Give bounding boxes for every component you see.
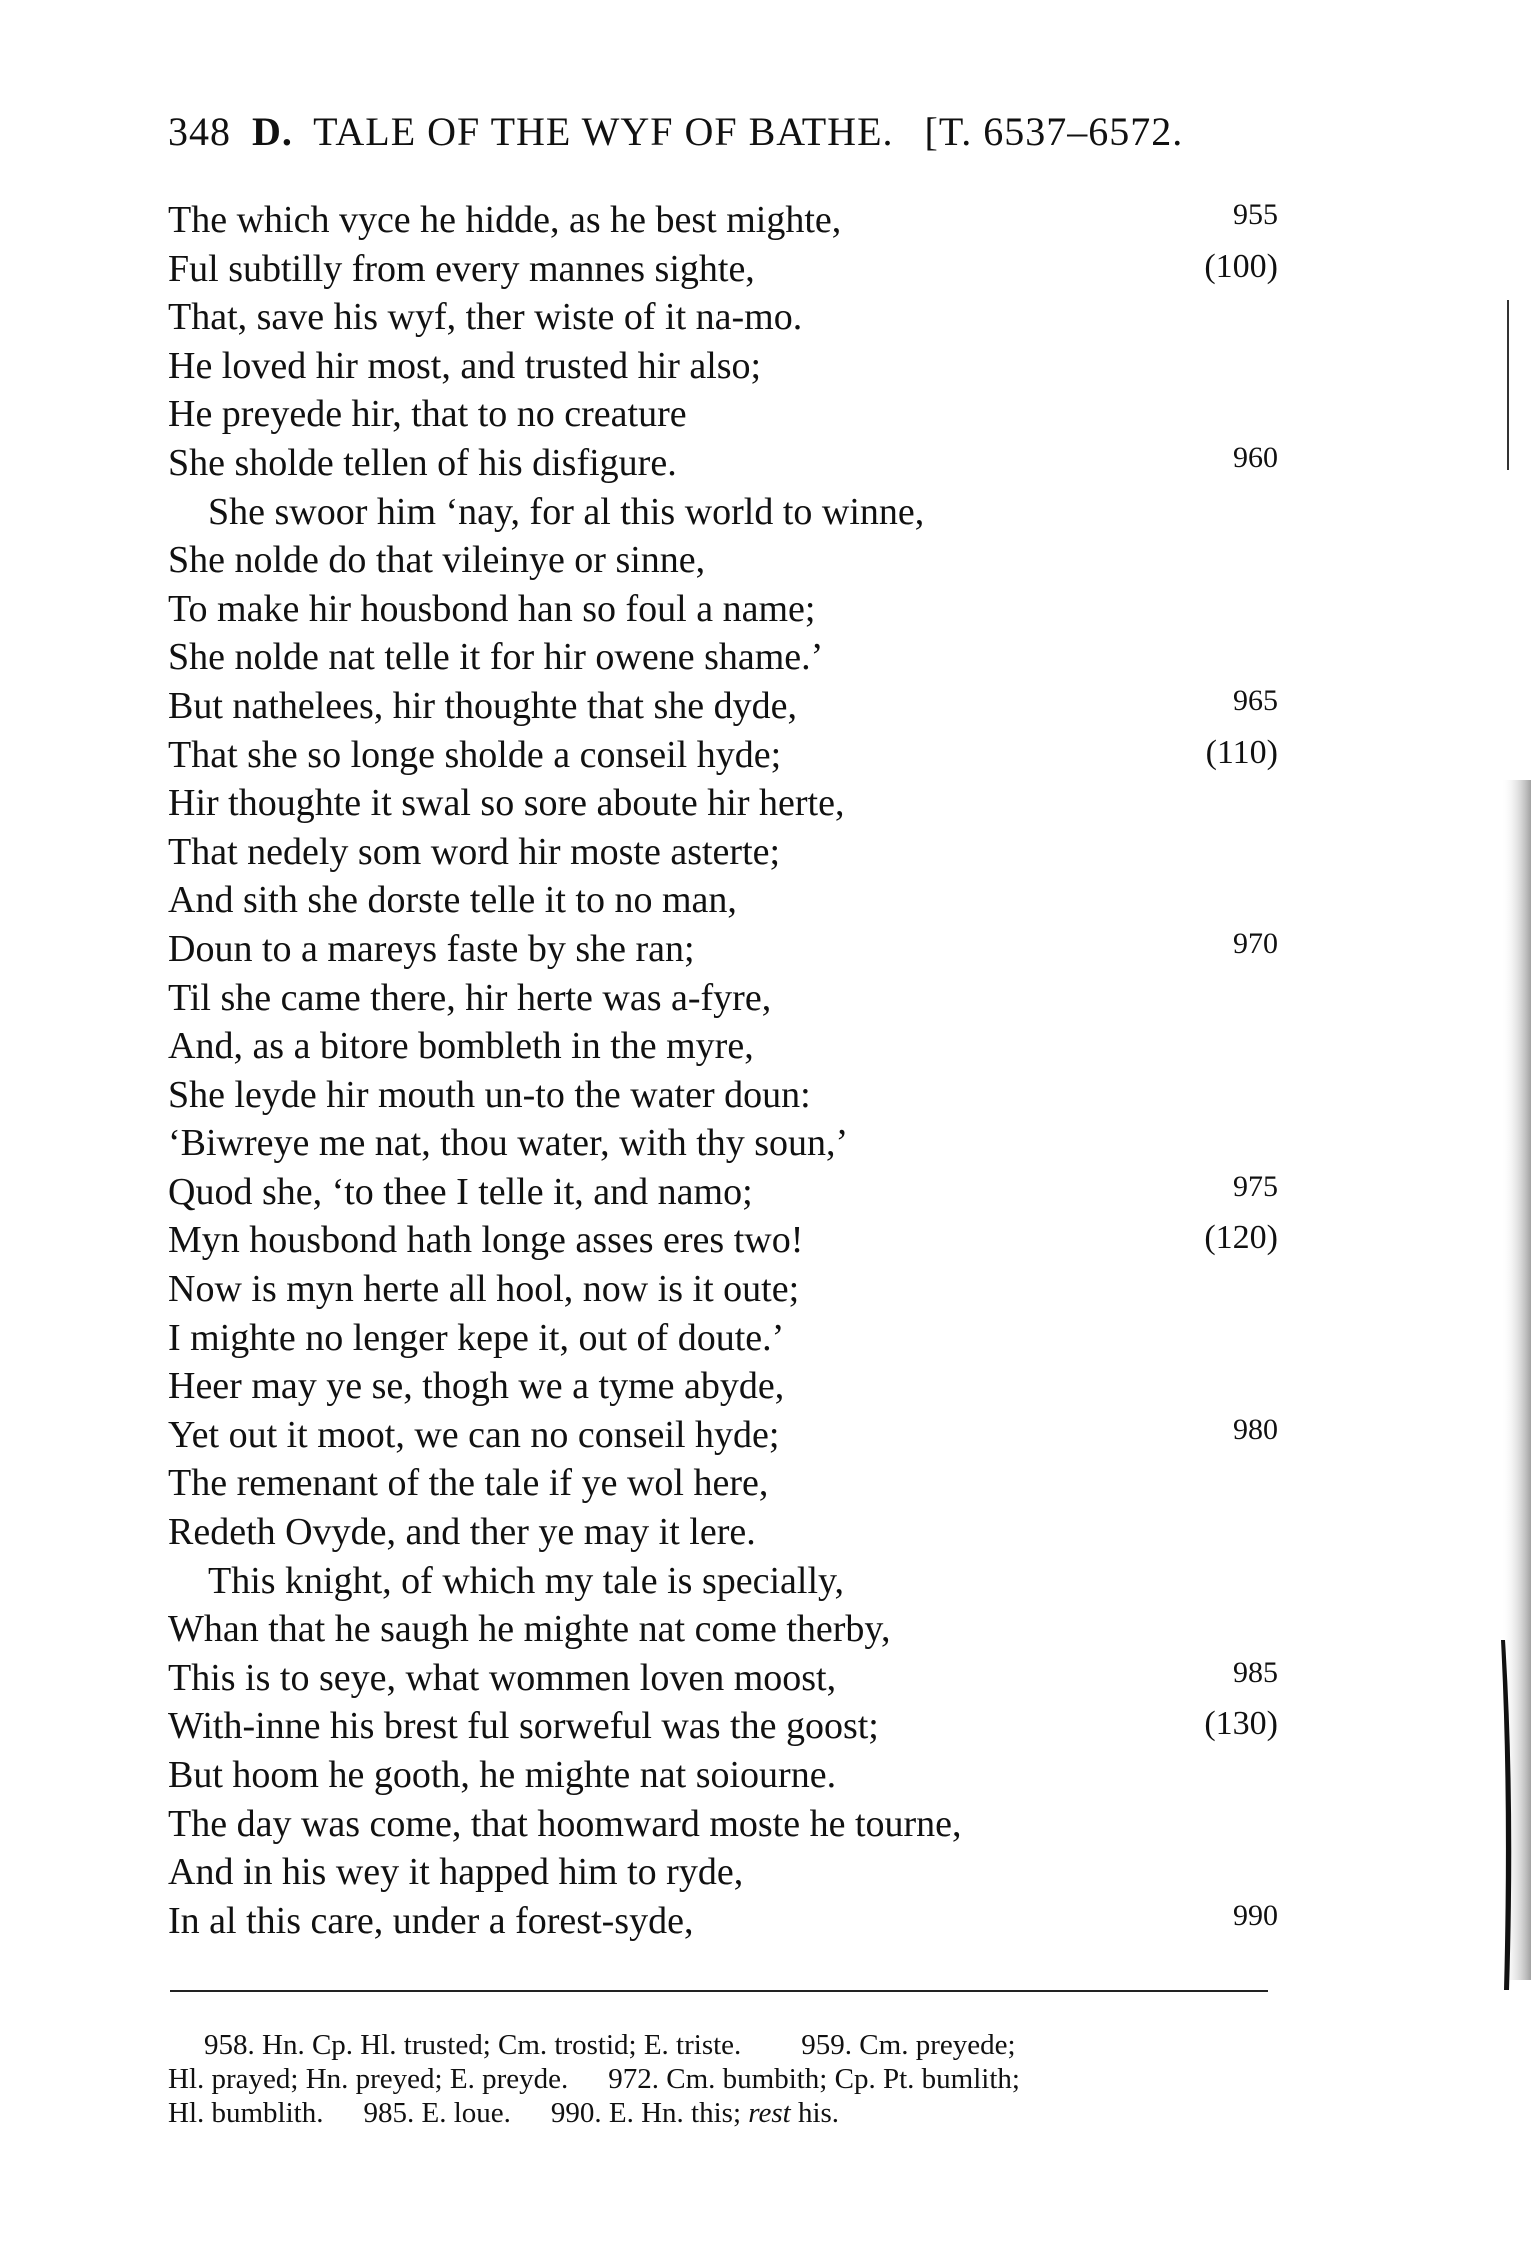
footnote-line <box>168 2062 1278 2096</box>
verse-text: And in his wey it happed him to ryde, <box>168 1851 744 1894</box>
verse-text: Doun to a mareys faste by she ran; <box>168 927 695 970</box>
poem-line <box>168 1654 1278 1703</box>
line-number: 980 <box>1233 1412 1278 1446</box>
line-number: 990 <box>1233 1898 1278 1932</box>
section-letter: D. <box>252 109 293 154</box>
poem-line <box>168 682 1278 731</box>
poem-line <box>168 633 1278 682</box>
poem-line <box>168 342 1278 391</box>
footnotes <box>168 2028 1278 2130</box>
verse-text: Yet out it moot, we can no conseil hyde; <box>168 1413 780 1456</box>
verse-text: Myn housbond hath longe asses eres two! <box>168 1219 804 1262</box>
verse-text: And sith she dorste telle it to no man, <box>168 879 737 922</box>
verse-text: This is to seye, what wommen loven moost, <box>168 1656 837 1699</box>
verse-text: Heer may ye se, thogh we a tyme abyde, <box>168 1365 785 1408</box>
poem-line <box>168 828 1278 877</box>
poem-line <box>168 1459 1278 1508</box>
verse-text: She leyde hir mouth un-to the water doun: <box>168 1073 811 1116</box>
verse-text: The remenant of the tale if ye wol here, <box>168 1462 769 1505</box>
footnote-line <box>168 2096 1278 2130</box>
poem-line <box>168 779 1278 828</box>
footnote: 972. Cm. bumbith; Cp. Pt. bumlith; <box>608 2063 1020 2095</box>
poem-line <box>168 536 1278 585</box>
line-reference: [T. 6537–6572. <box>924 109 1184 154</box>
page-number: 348 <box>168 109 231 154</box>
footnote: 959. Cm. preyede; <box>801 2029 1016 2061</box>
alt-line-number: (100) <box>1204 247 1278 285</box>
verse-text: That, save his wyf, ther wiste of it na-mo. <box>168 296 803 339</box>
verse-text: He loved hir most, and trusted hir also; <box>168 344 762 387</box>
poem-line <box>168 488 1278 537</box>
footnote-line <box>168 2028 1278 2062</box>
verse-text: But hoom he gooth, he mighte nat soiourne. <box>168 1754 837 1796</box>
poem-line <box>168 1216 1278 1265</box>
poem-line <box>168 1848 1278 1897</box>
poem-line <box>168 1362 1278 1411</box>
verse-text: Hir thoughte it swal so sore aboute hir herte, <box>168 782 845 825</box>
poem-line <box>168 1265 1278 1314</box>
verse-text: She sholde tellen of his disfigure. <box>168 441 677 484</box>
line-number: 965 <box>1233 683 1278 717</box>
footnote: Hl. bumblith. <box>168 2097 324 2129</box>
verse-text: The day was come, that hoomward moste he tourne, <box>168 1802 962 1845</box>
verse-text: Now is myn herte all hool, now is it oute; <box>168 1268 800 1311</box>
footnote: his. <box>797 2097 840 2129</box>
verse-text: In al this care, under a forest-syde, <box>168 1899 694 1942</box>
page-edge-shadow <box>1471 0 1531 2262</box>
footnote: 985. E. loue. <box>363 2097 511 2129</box>
poem-line <box>168 925 1278 974</box>
line-number: 970 <box>1233 926 1278 960</box>
verse-text: And, as a bitore bombleth in the myre, <box>168 1025 754 1068</box>
verse-text: The which vyce he hidde, as he best mighte, <box>168 199 842 241</box>
verse-text: I mighte no lenger kepe it, out of doute.’ <box>168 1316 785 1359</box>
line-number: 975 <box>1233 1169 1278 1203</box>
poem-line <box>168 585 1278 634</box>
verse-text: That she so longe sholde a conseil hyde; <box>168 733 782 776</box>
poem-line <box>168 1800 1278 1849</box>
poem-line <box>168 1119 1278 1168</box>
page-title: TALE OF THE WYF OF BATHE. <box>313 109 894 154</box>
poem-line <box>168 245 1278 294</box>
verse-text: He preyede hir, that to no creature <box>168 393 687 436</box>
footnote: Hl. prayed; Hn. preyed; E. preyde. <box>168 2063 569 2095</box>
poem-line <box>168 1168 1278 1217</box>
poem-line <box>168 196 1278 245</box>
poem-line <box>168 390 1278 439</box>
verse-text: She nolde nat telle it for hir owene shame.’ <box>168 636 824 679</box>
running-header <box>168 108 1278 155</box>
verse-text: Til she came there, hir herte was a-fyre, <box>168 976 772 1019</box>
alt-line-number: (130) <box>1204 1705 1278 1743</box>
verse-text: That nedely som word hir moste asterte; <box>168 830 781 873</box>
verse-text: Whan that he saugh he mighte nat come therby, <box>168 1608 891 1651</box>
verse-text: With-inne his brest ful sorweful was the goost; <box>168 1705 879 1748</box>
poem-line <box>168 1557 1278 1606</box>
poem-text <box>168 196 1278 1945</box>
poem-line <box>168 731 1278 780</box>
poem-line <box>168 1605 1278 1654</box>
poem-line <box>168 974 1278 1023</box>
poem-line <box>168 1751 1278 1800</box>
verse-text: She swoor him ‘nay, for al this world to winne, <box>208 490 925 533</box>
poem-line <box>168 1702 1278 1751</box>
footnote: 958. Hn. Cp. Hl. trusted; Cm. trostid; E. triste. <box>204 2029 742 2061</box>
alt-line-number: (110) <box>1205 733 1278 771</box>
poem-line <box>168 1508 1278 1557</box>
verse-text: ‘Biwreye me nat, thou water, with thy soun,’ <box>168 1122 849 1165</box>
poem-line <box>168 1071 1278 1120</box>
verse-text: Quod she, ‘to thee I telle it, and namo; <box>168 1170 753 1213</box>
verse-text: To make hir housbond han so foul a name; <box>168 587 816 630</box>
poem-line <box>168 1314 1278 1363</box>
line-number: 960 <box>1233 440 1278 474</box>
alt-line-number: (120) <box>1204 1219 1278 1257</box>
verse-text: But nathelees, hir thoughte that she dyde, <box>168 684 797 727</box>
footnote-divider <box>170 1990 1268 1992</box>
line-number: 985 <box>1233 1655 1278 1689</box>
verse-text: Redeth Ovyde, and ther ye may it lere. <box>168 1511 756 1554</box>
verse-text: She nolde do that vileinye or sinne, <box>168 539 706 582</box>
poem-line <box>168 1897 1278 1946</box>
poem-line <box>168 1022 1278 1071</box>
poem-line <box>168 1411 1278 1460</box>
footnote: 990. E. Hn. this; <box>550 2097 742 2129</box>
verse-text: Ful subtilly from every mannes sighte, <box>168 247 755 290</box>
verse-text: This knight, of which my tale is specially, <box>208 1559 845 1602</box>
poem-line <box>168 293 1278 342</box>
poem-line <box>168 876 1278 925</box>
poem-line <box>168 439 1278 488</box>
footnote-italic: rest <box>748 2097 791 2129</box>
line-number: 955 <box>1233 198 1278 231</box>
